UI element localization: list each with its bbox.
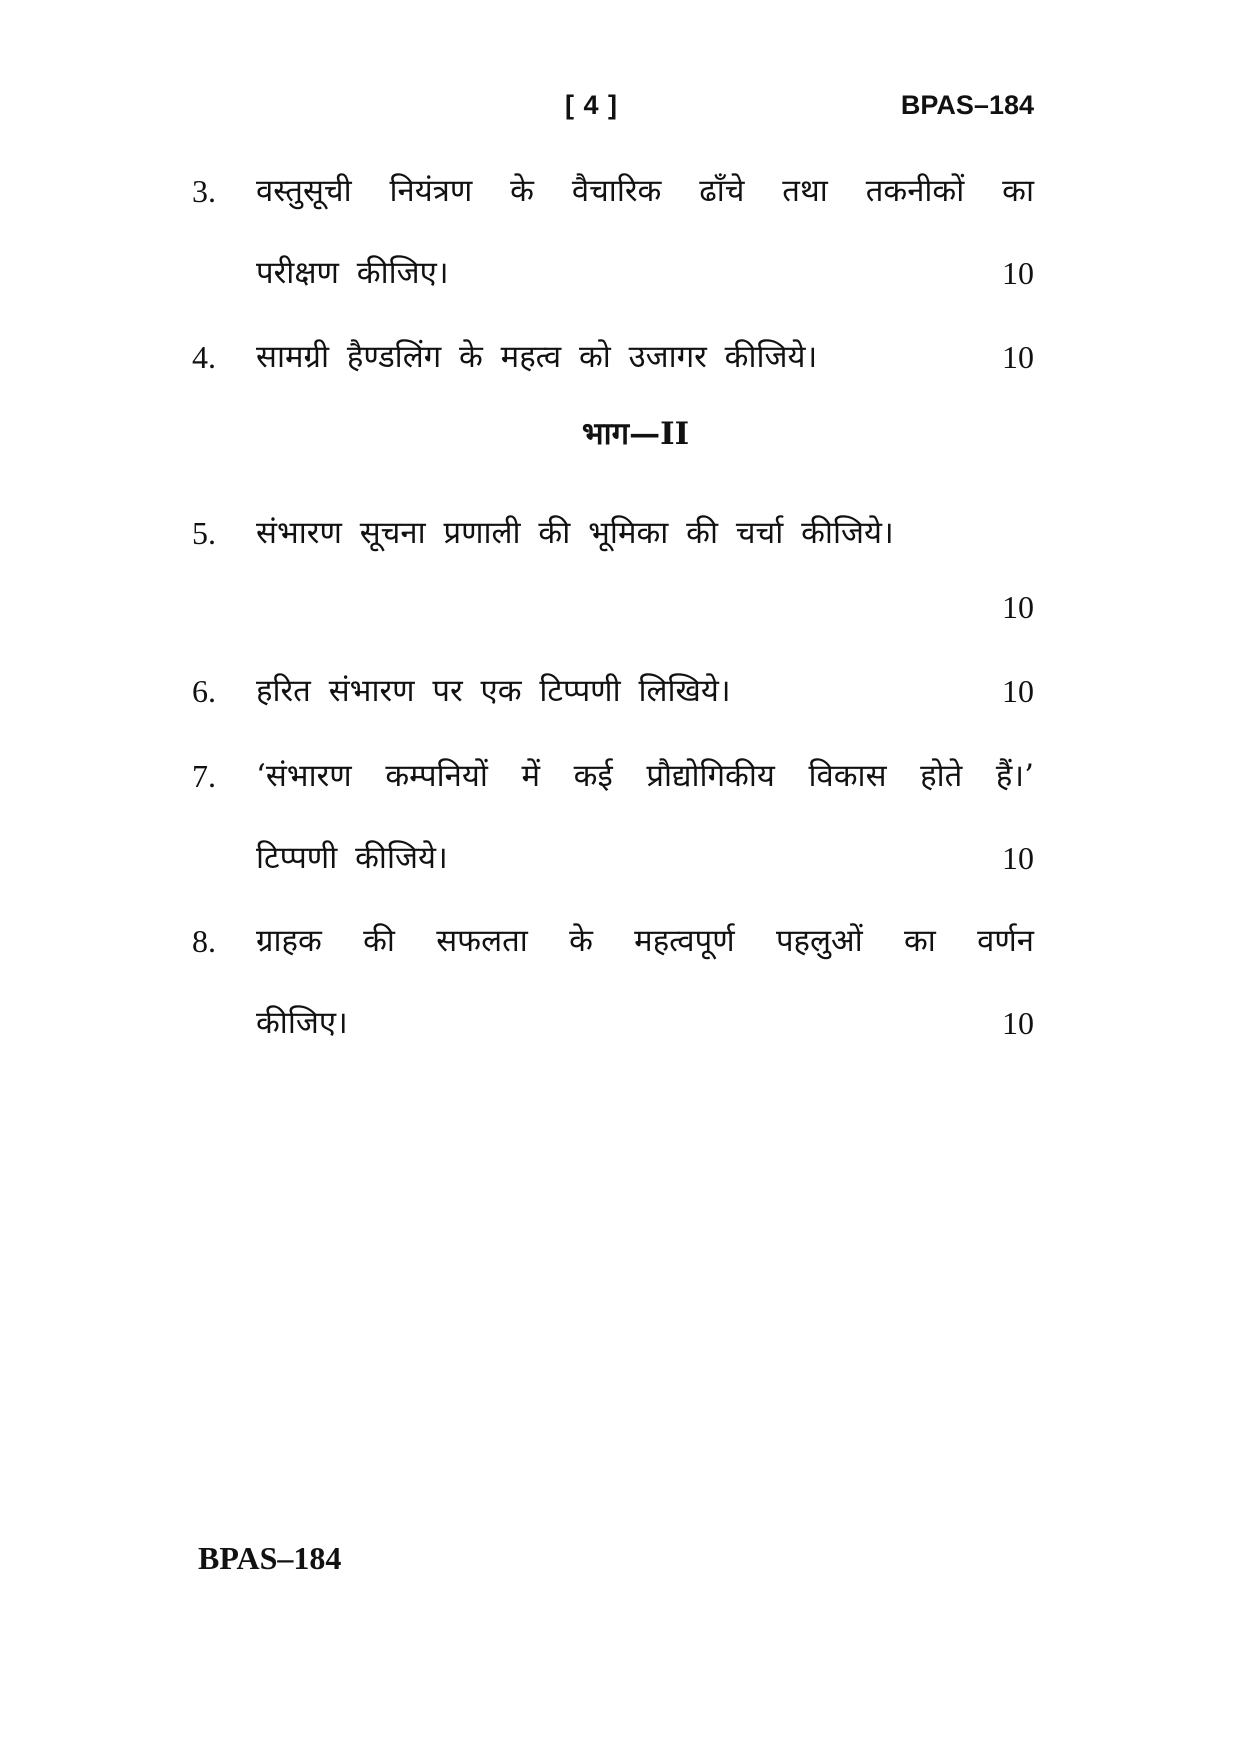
page-header-code: BPAS–184 (900, 90, 1034, 120)
question-marks: 10 (1002, 339, 1034, 375)
question-number: 3. (192, 173, 216, 209)
footer-paper-code: BPAS–184 (198, 1540, 342, 1576)
question-number: 7. (192, 758, 216, 794)
question-text-line: ग्राहक की सफलता के महत्वपूर्ण पहलुओं का वर्णन (256, 923, 1034, 959)
question-text: सामग्री हैण्डलिंग के महत्व को उजागर कीजिये। (256, 339, 818, 375)
question-text-line: वस्तुसूची नियंत्रण के वैचारिक ढाँचे तथा तकनीकों का (256, 173, 1034, 209)
question-8 (192, 900, 1034, 1064)
question-text: परीक्षण कीजिए। (256, 255, 449, 291)
question-text-line (192, 982, 1034, 1064)
question-number: 5. (192, 515, 216, 551)
question-7 (192, 735, 1034, 899)
question-3 (192, 150, 1034, 314)
question-marks: 10 (1002, 255, 1034, 291)
question-6 (192, 650, 1034, 732)
page-number: [ 4 ] (565, 90, 619, 120)
question-text-line (192, 566, 1034, 648)
question-text: कीजिए। (256, 1005, 348, 1041)
question-number: 4. (192, 339, 216, 375)
question-text-line (192, 232, 1034, 314)
question-marks: 10 (1002, 673, 1034, 709)
section-heading: भाग—II (581, 416, 690, 452)
question-5 (192, 492, 1034, 648)
question-marks: 10 (1002, 840, 1034, 876)
question-text: हरित संभारण पर एक टिप्पणी लिखिये। (256, 673, 731, 709)
question-marks: 10 (1002, 1005, 1034, 1041)
question-number: 6. (192, 673, 216, 709)
question-text-line (192, 492, 1034, 574)
question-text-line (192, 817, 1034, 899)
question-text-line (192, 316, 1034, 398)
question-text-line: ‘संभारण कम्पनियों में कई प्रौद्योगिकीय विकास होते हैं।’ (256, 758, 1034, 794)
question-number: 8. (192, 923, 216, 959)
question-marks: 10 (1002, 589, 1034, 625)
question-text: संभारण सूचना प्रणाली की भूमिका की चर्चा कीजिये। (256, 515, 894, 551)
question-4 (192, 316, 1034, 398)
question-text-line (192, 650, 1034, 732)
question-text: टिप्पणी कीजिये। (256, 840, 448, 876)
